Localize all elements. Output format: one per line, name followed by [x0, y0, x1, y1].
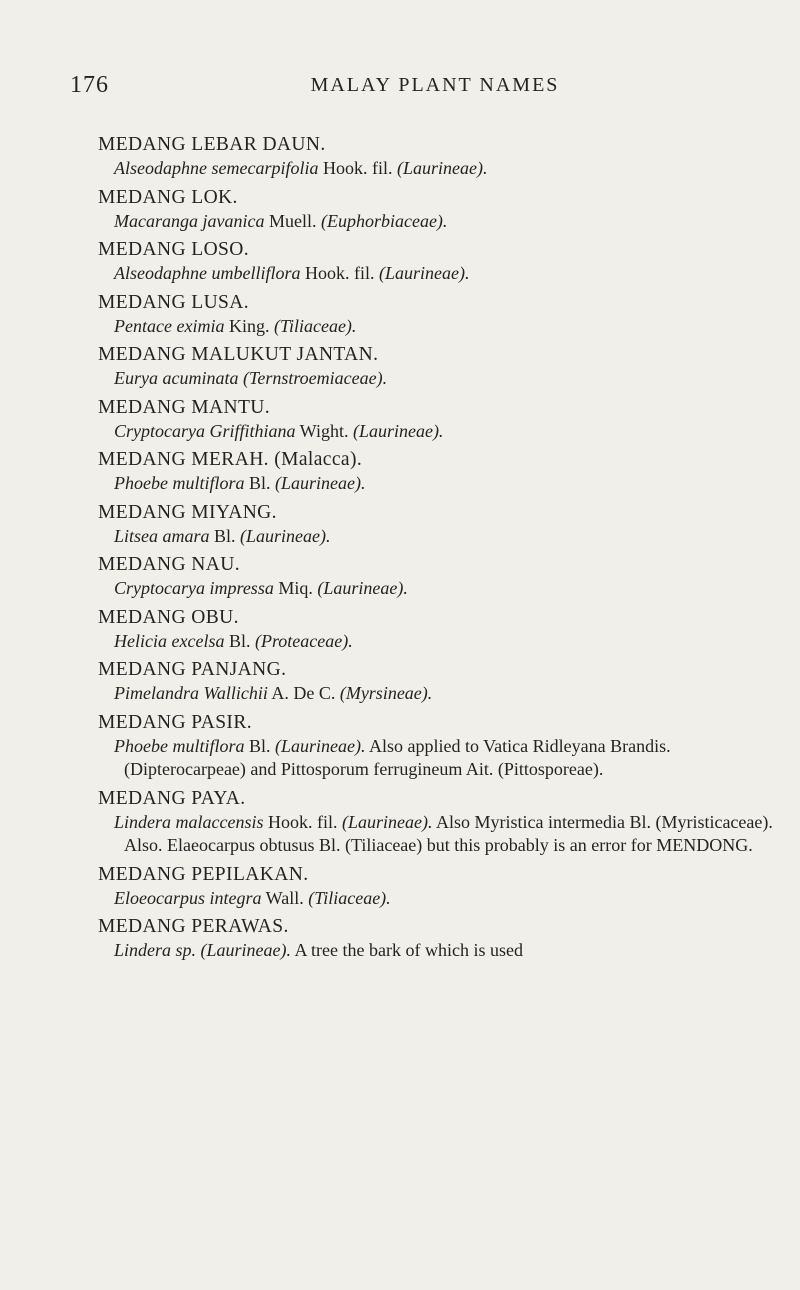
scientific-name: Lindera malaccensis [114, 811, 264, 832]
entry-headword: MEDANG PEPILAKAN. [98, 863, 309, 885]
entry-definition [98, 157, 780, 181]
entry-definition [98, 525, 780, 549]
author-citation: A. De C. [267, 683, 340, 703]
entry-headword: MEDANG NAU. [98, 554, 240, 575]
author-citation: King. [224, 315, 274, 336]
page-header [70, 72, 760, 102]
author-citation: Bl. [244, 735, 275, 756]
entry-definition [98, 682, 780, 706]
author-citation: Hook. fil. [318, 158, 397, 178]
entry-headword: MEDANG LOK. [98, 186, 238, 208]
scientific-name: Helicia excelsa [114, 630, 225, 651]
author-citation: Miq. [273, 578, 318, 598]
family-name: (Proteaceae). [254, 630, 353, 651]
entry-definition [98, 811, 780, 858]
entry-definition [98, 577, 780, 601]
author-citation: Bl. [209, 525, 241, 546]
family-name: (Laurineae). [200, 940, 291, 960]
entry-definition [98, 887, 780, 911]
scientific-name: Litsea amara [114, 525, 210, 546]
entry-definition [98, 939, 780, 963]
scientific-name: Cryptocarya Griffithiana [114, 420, 296, 441]
entry-headword: MEDANG MERAH. (Malacca). [98, 449, 363, 470]
scientific-name: Pentace eximia [114, 315, 225, 336]
entry-headword: MEDANG MALUKUT JANTAN. [98, 344, 379, 365]
scientific-name: Alseodaphne semecarpifolia [114, 158, 319, 178]
author-citation: Bl. [244, 473, 275, 493]
scientific-name: Phoebe multiflora [114, 735, 245, 756]
author-citation: Wall. [261, 887, 309, 908]
entry-headword: MEDANG MANTU. [98, 396, 271, 418]
dictionary-entry [98, 914, 780, 963]
running-title: MALAY PLANT NAMES [310, 74, 560, 96]
dictionary-entry [98, 395, 780, 444]
family-name: (Laurineae). [352, 420, 444, 441]
family-name: (Tiliaceae). [308, 887, 391, 908]
scientific-name: Lindera sp. [114, 940, 197, 960]
entry-headword: MEDANG OBU. [98, 606, 239, 628]
family-name: (Laurineae). [396, 158, 488, 178]
entry-headword: MEDANG LEBAR DAUN. [98, 134, 326, 155]
entry-headword: MEDANG LOSO. [98, 239, 250, 260]
scientific-name: Phoebe multiflora [114, 473, 245, 493]
entry-note: Also applied to Vatica Ridleyana Brandis. (Dipterocarpeae) and Pittosporum ferrugineum Ait. (Pittosporeae). [124, 735, 671, 779]
entry-headword: MEDANG PANJANG. [98, 659, 287, 680]
dictionary-entry [98, 786, 780, 858]
author-citation: Hook. fil. [263, 811, 342, 832]
entry-headword: MEDANG PASIR. [98, 711, 253, 733]
entry-definition [98, 472, 780, 496]
entry-definition [98, 630, 780, 654]
dictionary-entry [98, 657, 780, 706]
page-number: 176 [70, 72, 109, 98]
dictionary-entry [98, 552, 780, 601]
entry-definition [98, 735, 780, 782]
family-name: (Laurineae). [275, 735, 366, 756]
dictionary-entry [98, 185, 780, 234]
family-name: (Tiliaceae). [273, 315, 357, 336]
entry-definition [98, 420, 780, 444]
entry-note: Also Myristica intermedia Bl. (Myristicaceae). Also. Elaeocarpus obtusus Bl. (Tiliaceae) but this probably is an error for MENDONG. [124, 811, 773, 855]
entry-definition [98, 262, 780, 286]
entry-definition [98, 210, 780, 234]
author-citation: Muell. [264, 210, 321, 231]
entry-definition [98, 367, 780, 391]
scientific-name: Alseodaphne umbelliflora [114, 263, 301, 283]
family-name: (Laurineae). [317, 578, 408, 598]
dictionary-entry [98, 447, 780, 496]
dictionary-entry [98, 237, 780, 286]
scientific-name: Macaranga javanica [114, 210, 265, 231]
entry-headword: MEDANG MIYANG. [98, 501, 277, 523]
family-name: (Laurineae). [378, 263, 470, 283]
entry-headword: MEDANG PAYA. [98, 787, 246, 809]
family-name: (Ternstroemiaceae). [242, 368, 388, 388]
family-name: (Myrsineae). [339, 683, 433, 703]
entry-headword: MEDANG LUSA. [98, 291, 250, 313]
scientific-name: Eurya acuminata [114, 368, 239, 388]
author-citation: Hook. fil. [300, 263, 379, 283]
entry-definition [98, 315, 780, 339]
author-citation: Wight. [295, 420, 353, 441]
dictionary-entry [98, 342, 780, 391]
entry-list [98, 132, 780, 967]
scientific-name: Pimelandra Wallichii [114, 683, 268, 703]
dictionary-entry [98, 500, 780, 549]
author-citation: Bl. [224, 630, 255, 651]
entry-headword: MEDANG PERAWAS. [98, 916, 289, 937]
dictionary-entry [98, 290, 780, 339]
family-name: (Euphorbiaceae). [320, 210, 448, 231]
family-name: (Laurineae). [341, 811, 433, 832]
dictionary-entry [98, 132, 780, 181]
family-name: (Laurineae). [275, 473, 366, 493]
scientific-name: Eloeocarpus integra [114, 887, 262, 908]
dictionary-entry [98, 605, 780, 654]
dictionary-entry [98, 862, 780, 911]
dictionary-entry [98, 710, 780, 782]
family-name: (Laurineae). [240, 525, 331, 546]
scientific-name: Cryptocarya impressa [114, 578, 274, 598]
entry-note: A tree the bark of which is used [294, 940, 523, 960]
